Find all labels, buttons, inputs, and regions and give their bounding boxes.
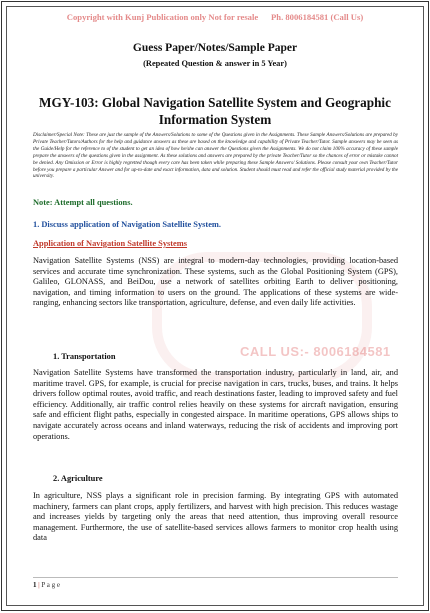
document-page bbox=[1, 1, 429, 611]
note-line: Note: Attempt all questions. bbox=[33, 198, 133, 207]
intro-paragraph: Navigation Satellite Systems (NSS) are integral to modern-day technologies, providing location-based services and accurate time synchronization. These systems, such as the Global Positioning System (GPS), Galileo, GLONASS, and BeiDou, use a network of satellites orbiting Earth to deliver positioning, navigation, and timing information to users on the ground. The applications of these systems are wide-ranging, enhancing sectors like transportation, agriculture, defense, and even daily life activities. bbox=[33, 256, 398, 308]
subheading-transportation: 1. Transportation bbox=[53, 352, 116, 361]
agriculture-paragraph: In agriculture, NSS plays a significant role in precision farming. By integrating GPS with automated machinery, farmers can plant crops, apply fertilizers, and harvest with high precision. This reduces wastage and increases yields by targeting only the areas that need attention, thus improving overall resource management. Furthermore, the use of satellite-based services allows farmers to monitor crop health using data bbox=[33, 491, 398, 543]
page-label: P a g e bbox=[41, 581, 61, 589]
section-heading: Application of Navigation Satellite Systems bbox=[33, 239, 188, 248]
course-title: MGY-103: Global Navigation Satellite System and Geographic Information System bbox=[39, 95, 391, 127]
page-footer bbox=[33, 581, 60, 589]
subheading-agriculture: 2. Agriculture bbox=[53, 474, 103, 483]
watermark-text: CALL US:- 8006184581 bbox=[240, 344, 391, 359]
transportation-paragraph: Navigation Satellite Systems have transformed the transportation industry, particularly in land, air, and maritime travel. GPS, for example, is crucial for precise navigation in cars, trucks, buses, and trains. It helps drivers follow optimal routes, avoid traffic, and reach destinations faster, leading to improved safety and fuel efficiency. Additionally, air traffic control relies heavily on these systems for aircraft navigation, ensuring safe and efficient flight paths, especially in congested airspace. In maritime operations, GPS allows ships to navigate accurately across oceans and inland waterways, reducing the risk of accidents and improving port operations. bbox=[33, 368, 398, 441]
header-subtitle: (Repeated Question & answer in 5 Year) bbox=[143, 59, 287, 68]
copyright-line: Copyright with Kunj Publication only Not for resale Ph. 8006184581 (Call Us) bbox=[66, 12, 364, 22]
footer-separator: | bbox=[38, 581, 40, 589]
disclaimer-text: Disclaimer/Special Note: These are just the sample of the Answers/Solutions to some of the Questions given in the Assignments. These Sample Answers/Solutions are prepared by Private Teacher/Tutors/Authors for the help and guidance answers as these are based on the knowledge and capability of Private Teacher/Tutor. Sample answers may be seen as the Guide/Help for the reference to of the student to get an idea of how he/she can answer the Questions given the Assignments. We do not claim 100% accuracy of these sample prepare the answers of the questions given in the assignment. As these solutions and answers are prepared by the private Teacher/Tutor so the chances of error or mistake cannot be denied. Any Omission or Error is highly regretted though every care has been taken while preparing these Sample Answers/ Solutions. Please consult your own Teacher/Tutor before you prepare a particular Answer and for up-to-date and exact information, data and solution. Student should must read and refer the official study material provided by the university. bbox=[33, 132, 398, 180]
question-heading: 1. Discuss application of Navigation Satellite System. bbox=[33, 220, 221, 229]
footer-divider bbox=[33, 577, 398, 578]
header-title: Guess Paper/Notes/Sample Paper bbox=[132, 42, 298, 54]
page-number: 1 bbox=[33, 581, 37, 589]
